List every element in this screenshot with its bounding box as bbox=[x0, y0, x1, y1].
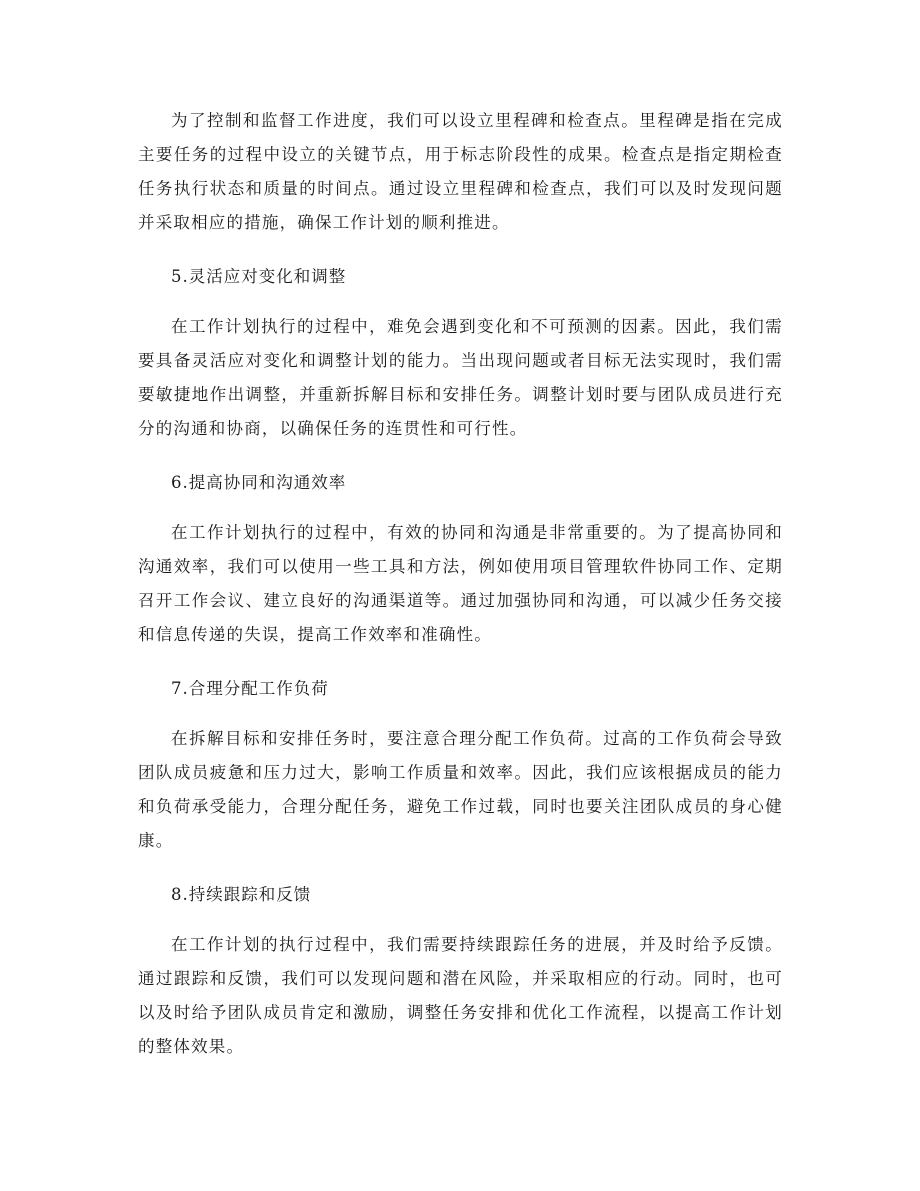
section-heading-6: 6.提高协同和沟通效率 bbox=[171, 473, 347, 492]
paragraph-milestones: 为了控制和监督工作进度，我们可以设立里程碑和检查点。里程碑是指在完成主要任务的过程中设立的关键节点，用于标志阶段性的成果。检查点是指定期检查任务执行状态和质量的时间点。通过设立里程碑和检查点，我们可以及时发现问题并采取相应的措施，确保工作计划的顺利推进。 bbox=[138, 111, 783, 232]
paragraph-collaboration: 在工作计划执行的过程中，有效的协同和沟通是非常重要的。为了提高协同和沟通效率，我们可以使用一些工具和方法，例如使用项目管理软件协同工作、定期召开工作会议、建立良好的沟通渠道等。通过加强协同和沟通，可以减少任务交接和信息传递的失误，提高工作效率和准确性。 bbox=[138, 523, 783, 644]
paragraph-tracking: 在工作计划的执行过程中，我们需要持续跟踪任务的进展，并及时给予反馈。通过跟踪和反馈，我们可以发现问题和潜在风险，并采取相应的行动。同时，也可以及时给予团队成员肯定和激励，调整任务安排和优化工作流程，以提高工作计划的整体效果。 bbox=[138, 935, 783, 1056]
section-heading-5: 5.灵活应对变化和调整 bbox=[171, 267, 347, 286]
paragraph-flexibility: 在工作计划执行的过程中，难免会遇到变化和不可预测的因素。因此，我们需要具备灵活应对变化和调整计划的能力。当出现问题或者目标无法实现时，我们需要敏捷地作出调整，并重新拆解目标和安排任务。调整计划时要与团队成员进行充分的沟通和协商，以确保任务的连贯性和可行性。 bbox=[138, 317, 783, 438]
paragraph-workload: 在拆解目标和安排任务时，要注意合理分配工作负荷。过高的工作负荷会导致团队成员疲惫和压力过大，影响工作质量和效率。因此，我们应该根据成员的能力和负荷承受能力，合理分配任务，避免工作过载，同时也要关注团队成员的身心健康。 bbox=[138, 729, 783, 850]
section-heading-8: 8.持续跟踪和反馈 bbox=[171, 885, 312, 904]
section-heading-7: 7.合理分配工作负荷 bbox=[171, 679, 329, 698]
